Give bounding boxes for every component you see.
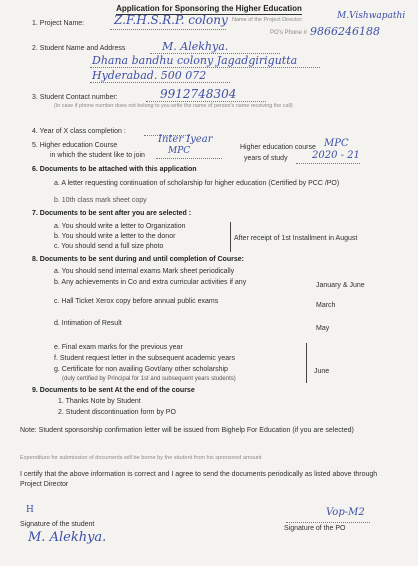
higher-line: [156, 158, 222, 159]
years-value: 2020 - 21: [312, 150, 360, 161]
higher-value-2: MPC: [168, 146, 191, 156]
years-label: years of study: [244, 155, 288, 162]
hcourse-value: MPC: [324, 138, 349, 149]
section-7-item-b: b. You should write a letter to the donor: [54, 233, 176, 240]
month-may: May: [316, 325, 330, 332]
years-line: [296, 163, 360, 164]
section-6-heading: 6. Documents to be attached with this application: [32, 166, 197, 173]
contact-label: 3. Student Contact number:: [32, 94, 118, 101]
section-8-item-g: g. Certificate for non availing Govt/any other scholarship: [54, 366, 228, 373]
section-9-heading: 9. Documents to be sent At the end of the course: [32, 387, 195, 394]
higher-label: 5. Higher education Course: [32, 142, 118, 149]
director-label: Name of the Project Director:: [232, 17, 303, 23]
director-value: M.Vishwapathi: [337, 11, 406, 21]
sponsorship-note: Note: Student sponsorship confirmation letter will be issued from Bighelp For Education (if you are selected): [20, 427, 354, 434]
student-signature-label: Signature of the student: [20, 521, 95, 528]
contact-value: 9912748304: [160, 87, 237, 101]
po-signature: Vop-M2: [326, 507, 365, 518]
section-7-note: After receipt of 1st Installment in August: [234, 235, 358, 242]
section-8-item-c: c. Hall Ticket Xerox copy before annual public exams: [54, 298, 219, 305]
address-line-2: Hyderabad. 500 072: [92, 69, 207, 82]
xclass-label: 4. Year of X class completion :: [32, 128, 126, 135]
contact-note: (In case if phone number does not belong to you write the name of person's name receiving the call): [54, 103, 293, 109]
student-label: 2. Student Name and Address: [32, 45, 126, 52]
certify-statement: I certify that the above information is correct and I agree to send the documents periodically as listed above through Project Director: [20, 471, 378, 488]
expenditure-note: Expenditure for submission of documents will be borne by the student from his sponsored amount: [20, 455, 262, 461]
section-7-heading: 7. Documents to be sent after you are selected :: [32, 210, 192, 217]
section-6-item-b: b. 10th class mark sheet copy: [54, 197, 147, 204]
month-june: June: [314, 368, 330, 375]
po-phone-label: PO's Phone #: [270, 30, 307, 36]
section-8-brace: [306, 343, 307, 383]
section-9-item-1: 1. Thanks Note by Student: [58, 398, 141, 405]
month-jan-june: January & June: [316, 282, 365, 289]
section-8-item-d: d. Intimation of Result: [54, 320, 122, 327]
address-line-1-rule: [90, 67, 320, 68]
project-name-label: 1. Project Name:: [32, 20, 85, 27]
hcourse-label: Higher education course: [240, 144, 316, 151]
month-march: March: [316, 302, 336, 309]
higher-value: Inter Iyear: [158, 134, 213, 145]
address-line-2-rule: [90, 82, 230, 83]
po-phone-value: 9866246188: [310, 25, 380, 38]
po-signature-label: Signature of the PO: [284, 525, 346, 532]
higher-sub-label: in which the student like to join: [50, 152, 145, 159]
po-signature-line: [286, 522, 370, 523]
contact-line: [146, 101, 266, 102]
project-name-value: Z.F.H.S.R.P. colony: [114, 13, 228, 27]
student-name-value: M. Alekhya.: [162, 40, 229, 53]
section-8-item-f: f. Student request letter in the subsequent academic years: [54, 355, 235, 362]
student-mark: H: [26, 505, 34, 515]
section-7-item-a: a. You should write a letter to Organization: [54, 223, 186, 230]
section-7-item-c: c. You should send a full size photo: [54, 243, 164, 250]
section-8-item-e: e. Final exam marks for the previous year: [54, 344, 183, 351]
form-title: Application for Sponsoring the Higher Education: [116, 4, 302, 13]
project-name-line: [110, 29, 226, 30]
student-signature: M. Alekhya.: [28, 530, 107, 545]
section-6-item-a: a. A letter requesting continuation of scholarship for higher education (Certified by PCC /PO): [54, 180, 340, 187]
section-8-item-g-note: (duly certified by Principal for 1st and subsequent years students): [62, 376, 236, 382]
section-7-brace: [230, 222, 231, 252]
section-8-item-a: a. You should send internal exams Mark sheet periodically: [54, 268, 235, 275]
section-8-heading: 8. Documents to be sent during and until completion of Course:: [32, 256, 244, 263]
section-9-item-2: 2. Student discontinuation form by PO: [58, 409, 176, 416]
section-8-item-b: b. Any achievements in Co and extra curricular activities if any: [54, 279, 247, 286]
address-line-1: Dhana bandhu colony Jagadgirigutta: [92, 54, 298, 67]
